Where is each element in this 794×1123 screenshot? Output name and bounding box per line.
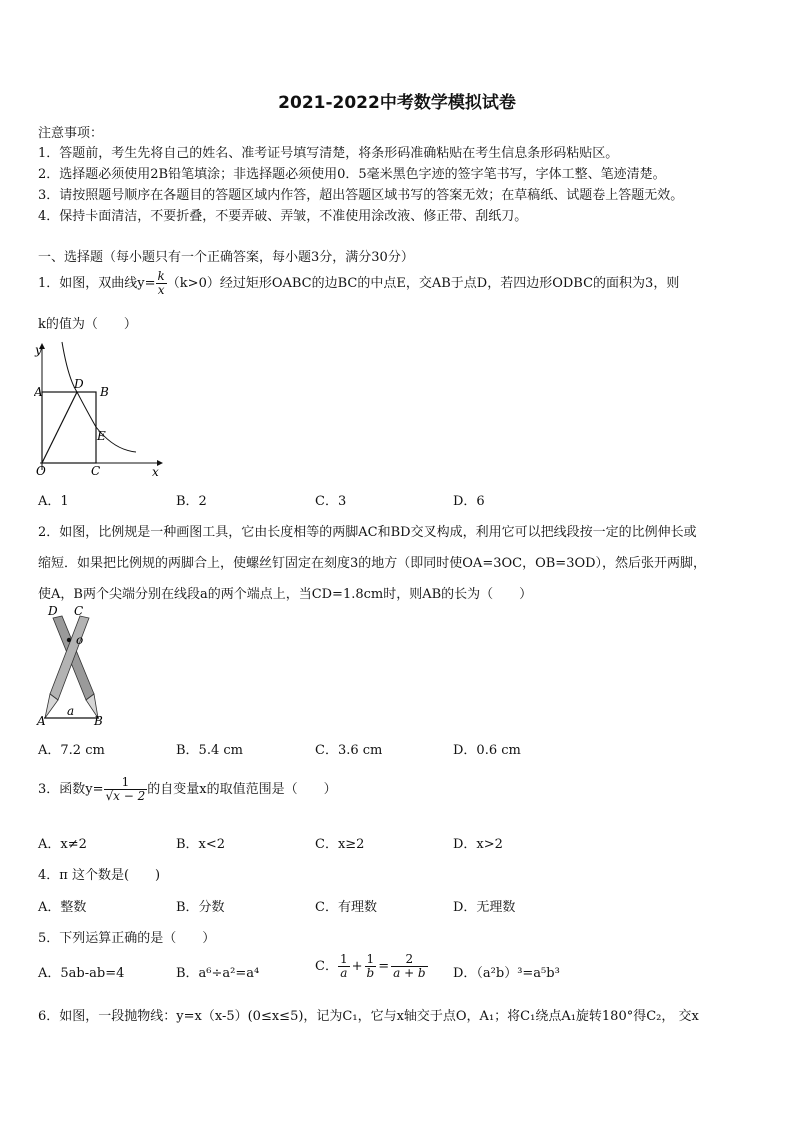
q5-option-b: B．a⁶÷a²=a⁴ (176, 966, 260, 981)
q4-option-b: B．分数 (176, 900, 225, 915)
label-a: a (67, 704, 75, 718)
q2-option-c: C．3.6 cm (315, 743, 383, 758)
q1-post: （k>0）经过矩形OABC的边BC的中点E，交AB于点D，若四边形ODBC的面积为3，则 (166, 276, 680, 291)
q5-option-c: C． $\frac{1}{a}$ + $\frac{1}{b}$ = $\frac{2}{a + b}$ (315, 952, 426, 980)
notice-item-4: 4．保持卡面清洁，不要折叠，不要弄破、弄皱，不准使用涂改液、修正带、刮纸刀。 (38, 209, 528, 224)
q3-post: 的自变量x的取值范围是（ ） (147, 782, 337, 797)
q4-option-c: C．有理数 (315, 900, 377, 915)
q1-fraction: $\frac{k}{x}$ (157, 269, 165, 297)
question-1-line-1 (38, 270, 679, 297)
question-1-line-2: k的值为（ ） (38, 317, 137, 332)
question-2-line-2: 缩短．如果把比例规的两脚合上，使螺丝钉固定在刻度3的地方（即同时使OA=3OC，OB=3OD），然后张开两脚， (38, 556, 707, 571)
q3-option-a: A．x≠2 (38, 837, 87, 852)
page-title: 2021-2022中考数学模拟试卷 (278, 93, 516, 113)
question-4-stem: 4．π 这个数是( ) (38, 868, 161, 883)
label-C: C (91, 464, 101, 478)
label-D: D (48, 604, 58, 618)
q1-option-d: D．6 (453, 494, 485, 509)
q5-option-d: D．（a²b）³=a⁵b³ (453, 966, 560, 981)
notice-heading: 注意事项： (38, 126, 104, 141)
label-O: o (76, 633, 84, 647)
q1-figure (34, 338, 169, 478)
notice-item-3: 3．请按照题号顺序在各题目的答题区域内作答，超出答题区域书写的答案无效；在草稿纸、试题卷上答题无效。 (38, 188, 684, 203)
question-3-stem (38, 776, 337, 803)
q2-figure-proportional-compass (36, 604, 108, 728)
q3-pre: 3．函数y= (38, 782, 104, 797)
label-x: x (152, 465, 159, 478)
q2-option-a: A．7.2 cm (38, 743, 105, 758)
label-A: A (34, 385, 43, 399)
question-2-line-3: 使A，B两个尖端分别在线段a的两个端点上，当CD=1.8cm时，则AB的长为（ ） (38, 587, 533, 602)
label-B: B (94, 714, 103, 728)
segment-OD (42, 392, 77, 463)
q1-pre: 1．如图，双曲线y= (38, 276, 156, 291)
section-heading: 一、选择题（每小题只有一个正确答案，每小题3分，满分30分） (38, 250, 414, 265)
q4-option-d: D．无理数 (453, 900, 516, 915)
q2-option-d: D．0.6 cm (453, 743, 521, 758)
label-B: B (100, 385, 109, 399)
rectangle-OABC (42, 392, 96, 463)
label-E: E (97, 429, 106, 443)
q3-option-d: D．x>2 (453, 837, 503, 852)
q5-option-a: A．5ab-ab=4 (38, 966, 125, 981)
label-D: D (74, 377, 84, 391)
q1-option-c: C．3 (315, 494, 347, 509)
question-5-stem: 5．下列运算正确的是（ ） (38, 931, 216, 946)
q3-option-c: C．x≥2 (315, 837, 365, 852)
label-O: O (36, 464, 46, 478)
q3-fraction: $\frac{1}{√x - 2}$ (105, 775, 146, 803)
label-C: C (74, 604, 84, 618)
label-A: A (37, 714, 46, 728)
q1-option-b: B．2 (176, 494, 207, 509)
notice-item-2: 2．选择题必须使用2B铅笔填涂；非选择题必须使用0．5毫米黑色字迹的签字笔书写，字体工整、笔迹清楚。 (38, 167, 666, 182)
q2-option-b: B．5.4 cm (176, 743, 243, 758)
question-6-line-1: 6．如图，一段抛物线：y=x（x-5）(0≤x≤5)，记为C₁，它与x轴交于点O，A₁；将C₁绕点A₁旋转180°得C₂， 交x (38, 1009, 699, 1024)
notice-item-1: 1．答题前，考生先将自己的姓名、准考证号填写清楚，将条形码准确粘贴在考生信息条形码粘贴区。 (38, 146, 619, 161)
label-y: y (35, 343, 42, 357)
q1-option-a: A．1 (38, 494, 69, 509)
question-2-line-1: 2．如图，比例规是一种画图工具，它由长度相等的两脚AC和BD交叉构成，利用它可以把线段按一定的比例伸长或 (38, 525, 697, 540)
q4-option-a: A．整数 (38, 900, 87, 915)
q3-option-b: B．x<2 (176, 837, 226, 852)
